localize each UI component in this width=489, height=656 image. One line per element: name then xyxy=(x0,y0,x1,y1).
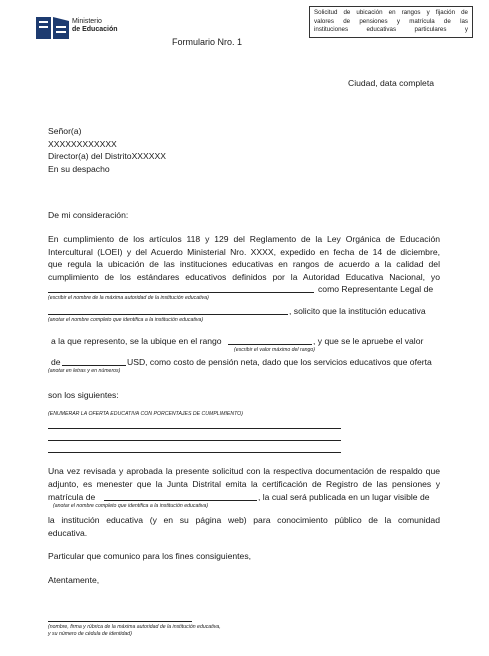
subject-line-3: instituciones educativas particulares y xyxy=(314,26,468,34)
paragraph-line: cumplimiento de los estándares educativos definidos por la Autoridad Educativa Nacional, yo xyxy=(48,271,440,282)
logo-line2: de Educación xyxy=(72,26,118,33)
addressee-line: XXXXXXXXXXXX xyxy=(48,138,117,149)
matricula-pre-text: matrícula de xyxy=(48,492,96,502)
signature-note-2: y su número de cédula de identidad) xyxy=(48,631,132,637)
closing-greeting: Atentamente, xyxy=(48,575,100,585)
following-text: son los siguientes: xyxy=(48,390,119,400)
de-label: de xyxy=(51,357,61,367)
paragraph-line: educativa. xyxy=(48,527,88,538)
paragraph-line: la institución educativa (y en su página web) para conocimiento público de la comunidad xyxy=(48,515,440,525)
paragraph-line: que regula la ubicación de las instituciones educativas en rangos de acuerdo a la calidad del xyxy=(48,259,440,270)
addressee-line: Director(a) del DistritoXXXXXX xyxy=(48,151,166,162)
subject-line-2: valores de pensiones y matrícula de las xyxy=(314,17,468,25)
addressee-line: En su despacho xyxy=(48,163,110,174)
authority-name-field[interactable] xyxy=(48,292,314,293)
usd-text: USD, como costo de pensión neta, dado que los servicios educativos que oferta xyxy=(127,357,432,367)
place-date: Ciudad, data completa xyxy=(348,78,434,88)
subject-box xyxy=(309,6,473,38)
paragraph-line: En cumplimiento de los artículos 118 y 129 del Reglamento de la Ley Orgánica de Educación xyxy=(48,234,440,244)
paragraph-1 xyxy=(48,233,440,283)
range-field[interactable] xyxy=(228,344,312,345)
matricula-post-text: , la cual será publicada en un lugar visible de xyxy=(258,492,430,502)
offer-line-1[interactable] xyxy=(48,428,341,429)
paragraph-2-end xyxy=(48,514,440,539)
institution-name-field[interactable] xyxy=(48,314,288,315)
note-full-name-2: (anotar el nombre completo que identifica a la institución educativa) xyxy=(53,503,209,509)
range-pre-text: a la que represento, se la ubique en el rango xyxy=(51,336,222,346)
representative-text: como Representante Legal de xyxy=(318,284,434,294)
logo-line1: Ministerio xyxy=(72,18,102,25)
range-post-text: , y que se le apruebe el valor xyxy=(313,336,424,346)
note-letters: (anotar en letras y en números) xyxy=(48,368,121,374)
ministry-logo-text xyxy=(72,18,118,34)
note-full-name: (anotar el nombre completo que identifica a la institución educativa) xyxy=(48,317,204,323)
note-authority: (escribir el nombre de la máxima autoridad de la institución educativa) xyxy=(48,295,209,301)
subject-line-1: Solicitud de ubicación en rangos y fijación de xyxy=(314,9,468,16)
ministry-logo-icon xyxy=(36,15,70,41)
request-text: , solicito que la institución educativa xyxy=(289,306,426,316)
offer-line-2[interactable] xyxy=(48,440,341,441)
pension-amount-field[interactable] xyxy=(62,365,126,366)
addressee-block xyxy=(48,125,166,175)
paragraph-line: Una vez revisada y aprobada la presente solicitud con la respectiva documentación de respaldo que xyxy=(48,466,440,476)
form-title: Formulario Nro. 1 xyxy=(172,37,243,47)
paragraph-line: Intercultural (LOEI) y del Acuerdo Ministerial Nro. XXXX, expedido en fecha de 14 de diciembre, xyxy=(48,246,440,257)
offer-line-3[interactable] xyxy=(48,452,341,453)
signature-line[interactable] xyxy=(48,621,192,622)
signature-note-1: (nombre, firma y rúbrica de la máxima autoridad de la institución educativa, xyxy=(48,624,221,630)
addressee-line: Señor(a) xyxy=(48,126,82,136)
note-offer: (ENUMERAR LA OFERTA EDUCATIVA CON PORCENTAJES DE CUMPLIMIENTO) xyxy=(48,411,243,417)
institution-name-field-2[interactable] xyxy=(104,500,257,501)
closing-text: Particular que comunico para los fines consiguientes, xyxy=(48,551,252,561)
paragraph-2 xyxy=(48,465,440,490)
greeting: De mi consideración: xyxy=(48,210,129,220)
paragraph-line: adjunto, es menester que la Junta Distrital emita la certificación de Registro de las pensiones y xyxy=(48,478,440,489)
note-max-range: (escribir el valor máximo del rango) xyxy=(234,347,316,353)
